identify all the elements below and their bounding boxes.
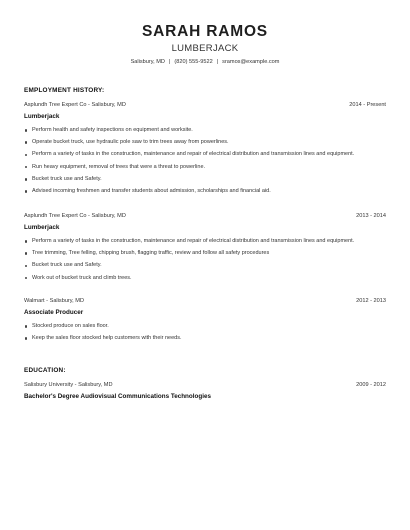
job-entry [24, 298, 386, 347]
job-duties [24, 323, 386, 347]
candidate-title: LUMBERJACK [171, 43, 239, 54]
job-duties [24, 238, 386, 287]
job-company: Walmart - Salisbury, MD [24, 298, 84, 304]
job-dates: 2013 - 2014 [356, 213, 386, 219]
job-duty-item: Bucket truck use and Safety. [24, 262, 386, 274]
contact-line [0, 59, 410, 65]
job-duty-item: Keep the sales floor stocked help customers with their needs. [24, 335, 386, 347]
job-duty-item: Operate bucket truck, use hydraulic pole saw to trim trees away from powerlines. [24, 139, 386, 151]
education-dates: 2009 - 2012 [356, 382, 386, 388]
job-duty-item: Perform a variety of tasks in the construction, maintenance and repair of electrical distribution and transmission lines and equipment. [24, 151, 386, 163]
job-duty-item: Stocked produce on sales floor. [24, 323, 386, 335]
job-duty-item: Tree trimming, Tree felling, chipping brush, flagging traffic, review and follow all safety procedures [24, 250, 386, 262]
job-meta [24, 213, 386, 223]
job-company: Asplundh Tree Expert Co - Salisbury, MD [24, 213, 126, 219]
job-meta [24, 298, 386, 308]
job-entry [24, 213, 386, 287]
job-dates: 2014 - Present [349, 102, 386, 108]
job-entry [24, 102, 386, 200]
job-duties [24, 127, 386, 200]
education-school: Salisbury University - Salisbury, MD [24, 382, 113, 388]
employment-heading: EMPLOYMENT HISTORY: [24, 87, 105, 94]
job-duty-item: Advised incoming freshmen and transfer students about admission, scholarships and financial aid. [24, 188, 386, 200]
job-duty-item: Perform health and safety inspections on equipment and worksite. [24, 127, 386, 139]
contact-separator: | [168, 59, 171, 65]
contact-phone: (820) 555-9522 [174, 59, 213, 65]
education-heading: EDUCATION: [24, 367, 66, 374]
job-role: Lumberjack [24, 224, 60, 231]
contact-location: Salisbury, MD [130, 59, 165, 65]
job-duty-item: Perform a variety of tasks in the construction, maintenance and repair of electrical distribution and transmission lines and equipment. [24, 238, 386, 250]
job-duty-item: Run heavy equipment, removal of trees that were a threat to powerline. [24, 164, 386, 176]
job-dates: 2012 - 2013 [356, 298, 386, 304]
job-company: Asplundh Tree Expert Co - Salisbury, MD [24, 102, 126, 108]
contact-email[interactable]: sramos@example.com [222, 59, 280, 65]
education-meta [24, 382, 386, 392]
candidate-name: SARAH RAMOS [142, 23, 268, 40]
job-role: Lumberjack [24, 113, 60, 120]
job-role: Associate Producer [24, 309, 84, 316]
education-entry [24, 382, 386, 407]
education-degree: Bachelor's Degree Audiovisual Communications Technologies [24, 393, 211, 400]
job-meta [24, 102, 386, 112]
job-duty-item: Bucket truck use and Safety. [24, 176, 386, 188]
job-duty-item: Work out of bucket truck and climb trees. [24, 275, 386, 287]
resume-header [0, 22, 410, 54]
contact-separator: | [216, 59, 219, 65]
